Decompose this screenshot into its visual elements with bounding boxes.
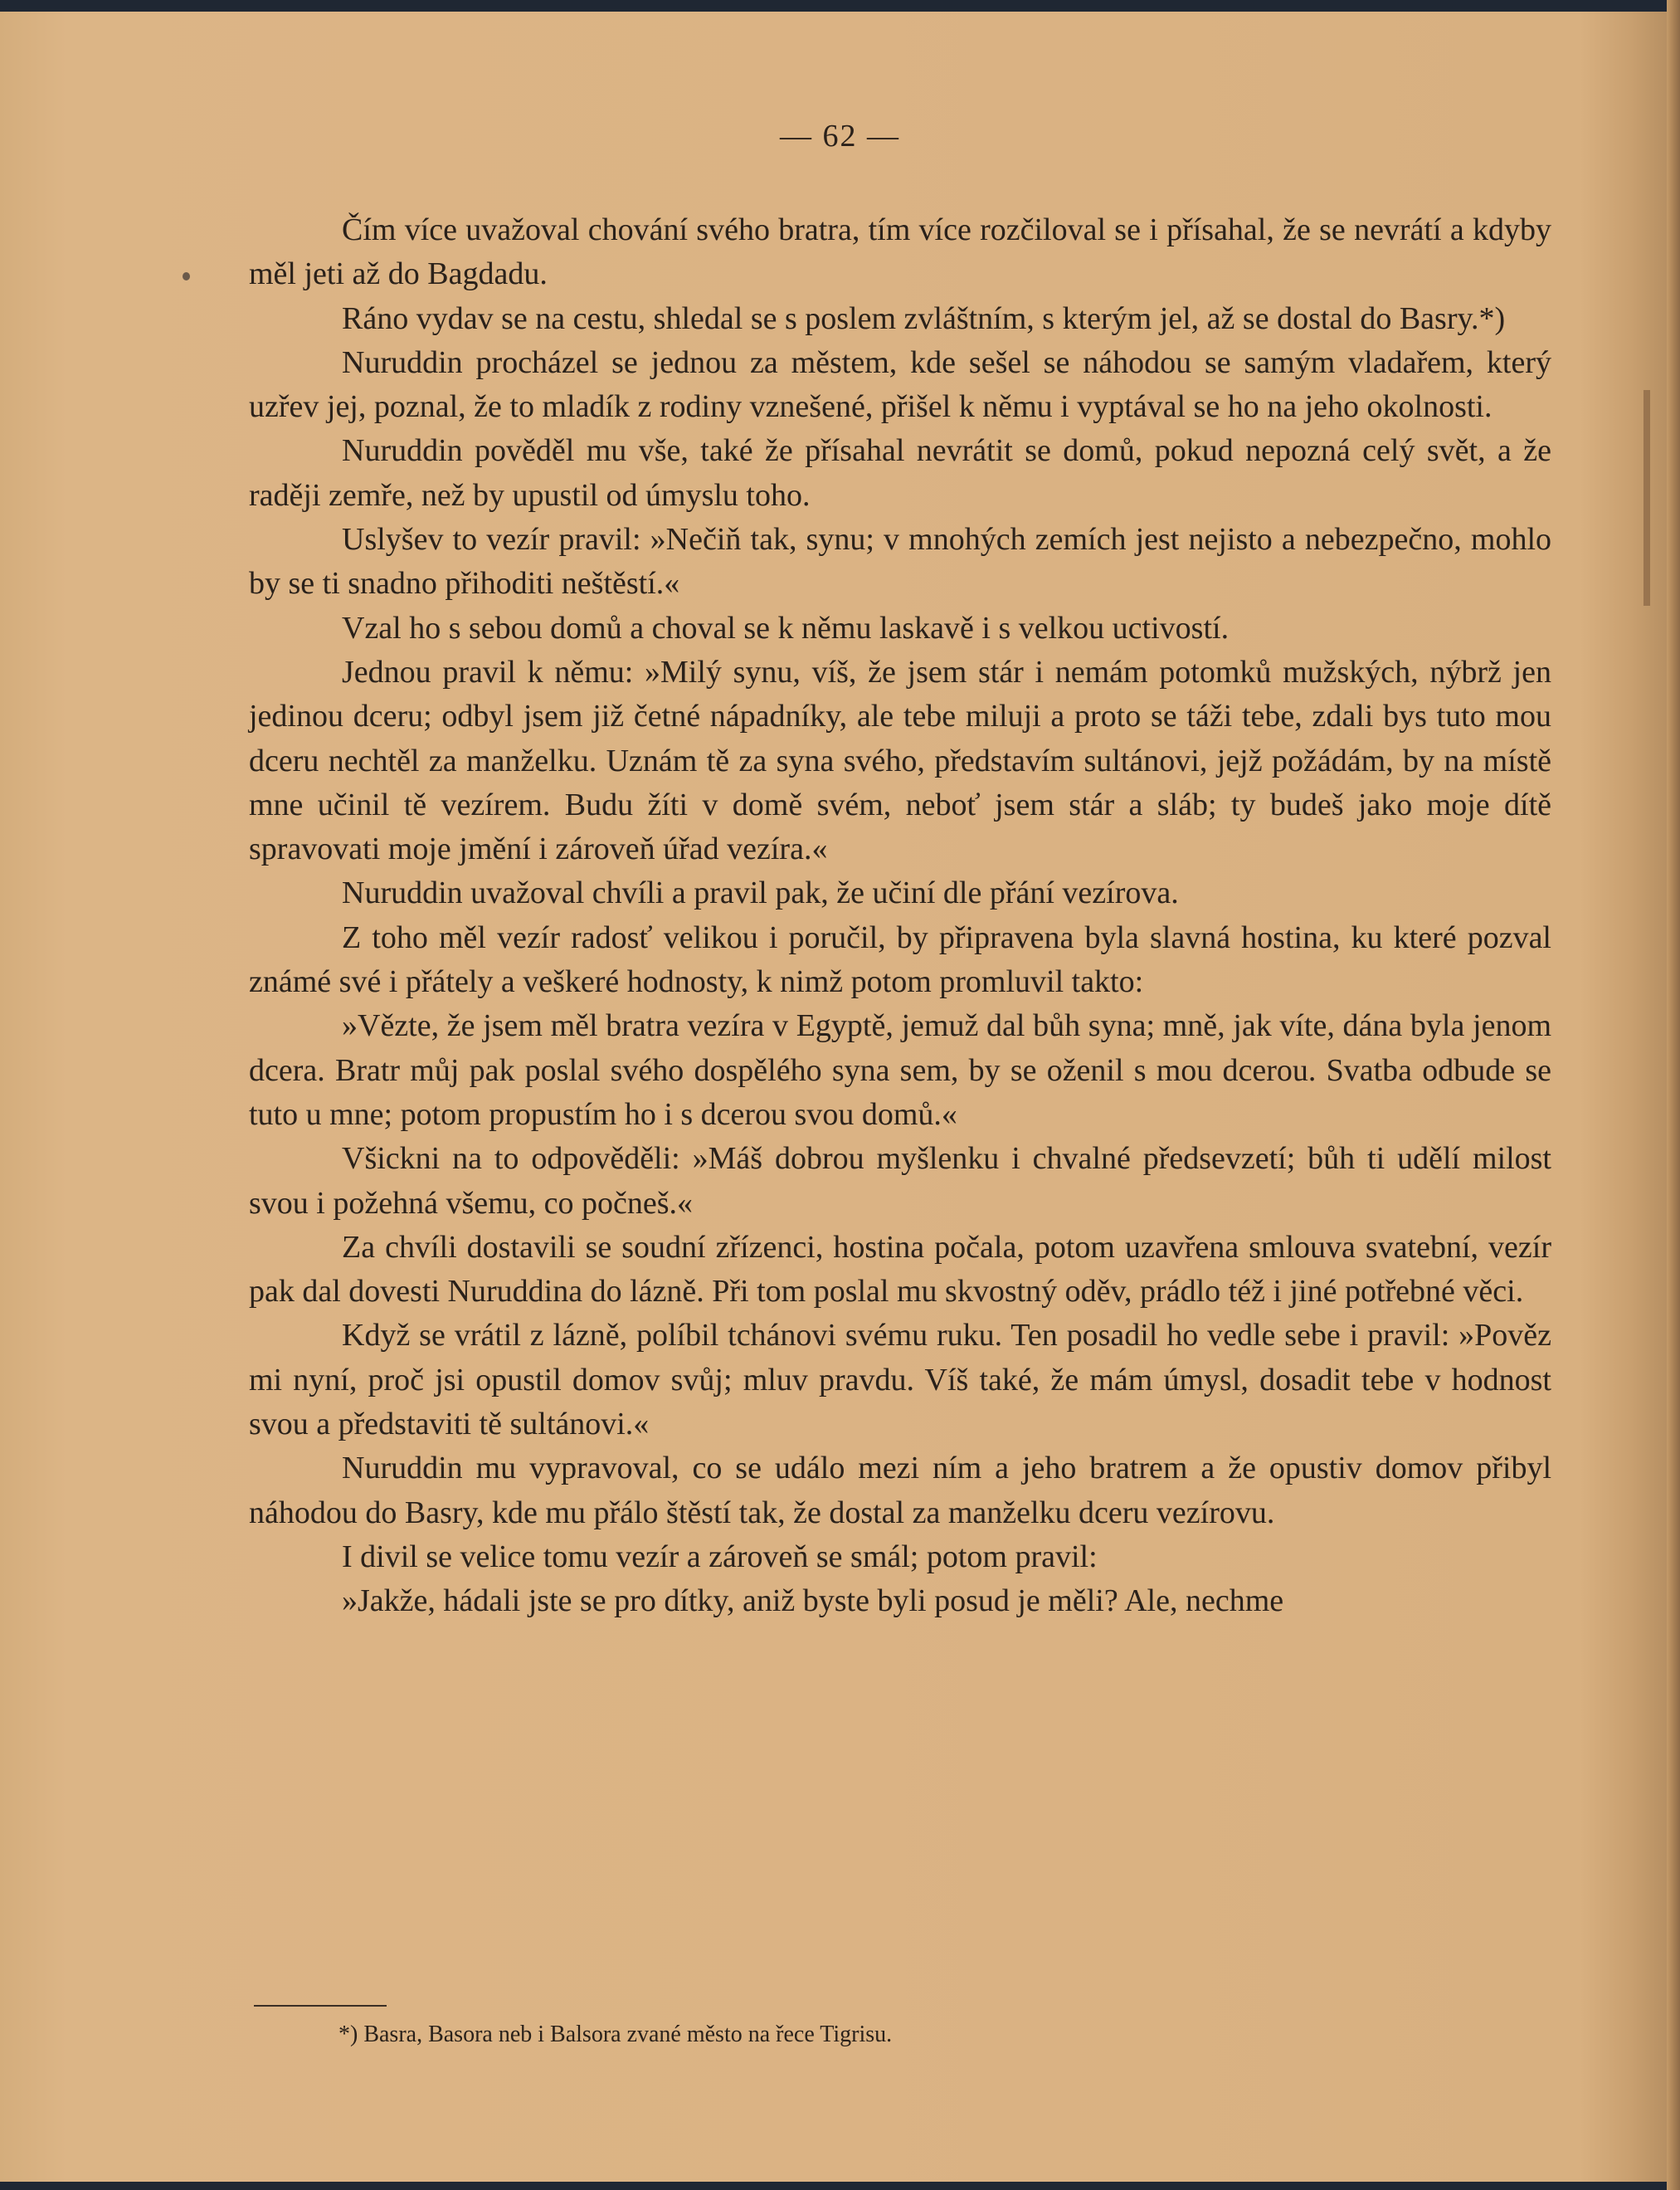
paragraph: Jednou pravil k němu: »Milý synu, víš, že jsem stár i nemám potomků mužských, nýbrž jen jedinou dceru; odbyl jsem již četné nápadníky, ale tebe miluji a proto se táži tebe, zdali bys tuto mou dceru nechtěl za manželku. Uznám tě za syna svého, představím sultánovi, jejž požádám, by na místě mne učinil tě vezírem. Budu žíti v domě svém, neboť jsem stár a sláb; ty budeš jako moje dítě spravovati moje jmění i zároveň úřad vezíra.«	[249, 654, 1551, 867]
paragraph: »Jakže, hádali jste se pro dítky, aniž byste byli posud je měli? Ale, nechme	[342, 1583, 1284, 1619]
paragraph: »Vězte, že jsem měl bratra vezíra v Egyptě, jemuž dal bůh syna; mně, jak víte, dána byla jenom dcera. Bratr můj pak poslal svého dospělého syna sem, by se oženil s mou dcerou. Svatba odbude se tuto u mne; potom propustím ho i s dcerou svou domů.«	[249, 1008, 1551, 1132]
footnote-divider	[254, 2005, 387, 2007]
paragraph: Všickni na to odpověděli: »Máš dobrou myšlenku i chvalné předsevzetí; bůh ti udělí milost svou i požehná všemu, co počneš.«	[249, 1141, 1551, 1221]
paragraph: Když se vrátil z lázně, políbil tchánovi svému ruku. Ten posadil ho vedle sebe i pravil: »Pověz mi nyní, proč jsi opustil domov svůj; mluv pravdu. Víš také, že mám úmysl, dosadit tebe v hodnost svou a představiti tě sultánovi.«	[249, 1318, 1551, 1442]
page-number: — 62 —	[780, 119, 900, 154]
scan-bottom-border	[0, 2182, 1680, 2190]
paragraph: Vzal ho s sebou domů a choval se k němu laskavě i s velkou uctivostí.	[342, 610, 1230, 646]
footnote: *) Basra, Basora neb i Balsora zvané město na řece Tigrisu.	[338, 2022, 893, 2047]
paragraph: Nuruddin mu vypravoval, co se událo mezi ním a jeho bratrem a že opustiv domov přibyl náhodou do Basry, kde mu přálo štěstí tak, že dostal za manželku dceru vezírovu.	[249, 1451, 1551, 1530]
paper-speck	[183, 272, 190, 280]
page-edge	[1667, 0, 1680, 2190]
body-text	[249, 208, 1551, 1624]
binding-shadow	[1643, 390, 1650, 606]
paragraph: Čím více uvažoval chování svého bratra, tím více rozčiloval se i přísahal, že se nevrátí a kdyby měl jeti až do Bagdadu.	[249, 212, 1551, 292]
paragraph: Za chvíli dostavili se soudní zřízenci, hostina počala, potom uzavřena smlouva svatební, vezír pak dal dovesti Nuruddina do lázně. Při tom poslal mu skvostný oděv, prádlo též i jiné potřebné věci.	[249, 1229, 1551, 1310]
paragraph: Uslyšev to vezír pravil: »Nečiň tak, synu; v mnohých zemích jest nejisto a nebezpečno, mohlo by se ti snadno přihoditi neštěstí.«	[249, 522, 1551, 602]
paragraph: Z toho měl vezír radosť velikou i poručil, by připravena byla slavná hostina, ku které pozval známé své i přátely a veškeré hodnosty, k nimž potom promluvil takto:	[249, 919, 1551, 1000]
scan-top-border	[0, 0, 1680, 12]
paragraph: Ráno vydav se na cestu, shledal se s poslem zvláštním, s kterým jel, až se dostal do Basry.*)	[342, 300, 1506, 336]
paragraph: Nuruddin pověděl mu vše, také že přísahal nevrátit se domů, pokud nepozná celý svět, a že raději zemře, než by upustil od úmyslu toho.	[249, 433, 1551, 513]
paragraph: I divil se velice tomu vezír a zároveň se smál; potom pravil:	[342, 1539, 1098, 1574]
paragraph: Nuruddin procházel se jednou za městem, kde sešel se náhodou se samým vladařem, který uzřev jej, poznal, že to mladík z rodiny vznešené, přišel k němu i vyptával se ho na jeho okolnosti.	[249, 344, 1551, 425]
paragraph: Nuruddin uvažoval chvíli a pravil pak, že učiní dle přání vezírova.	[342, 876, 1179, 911]
